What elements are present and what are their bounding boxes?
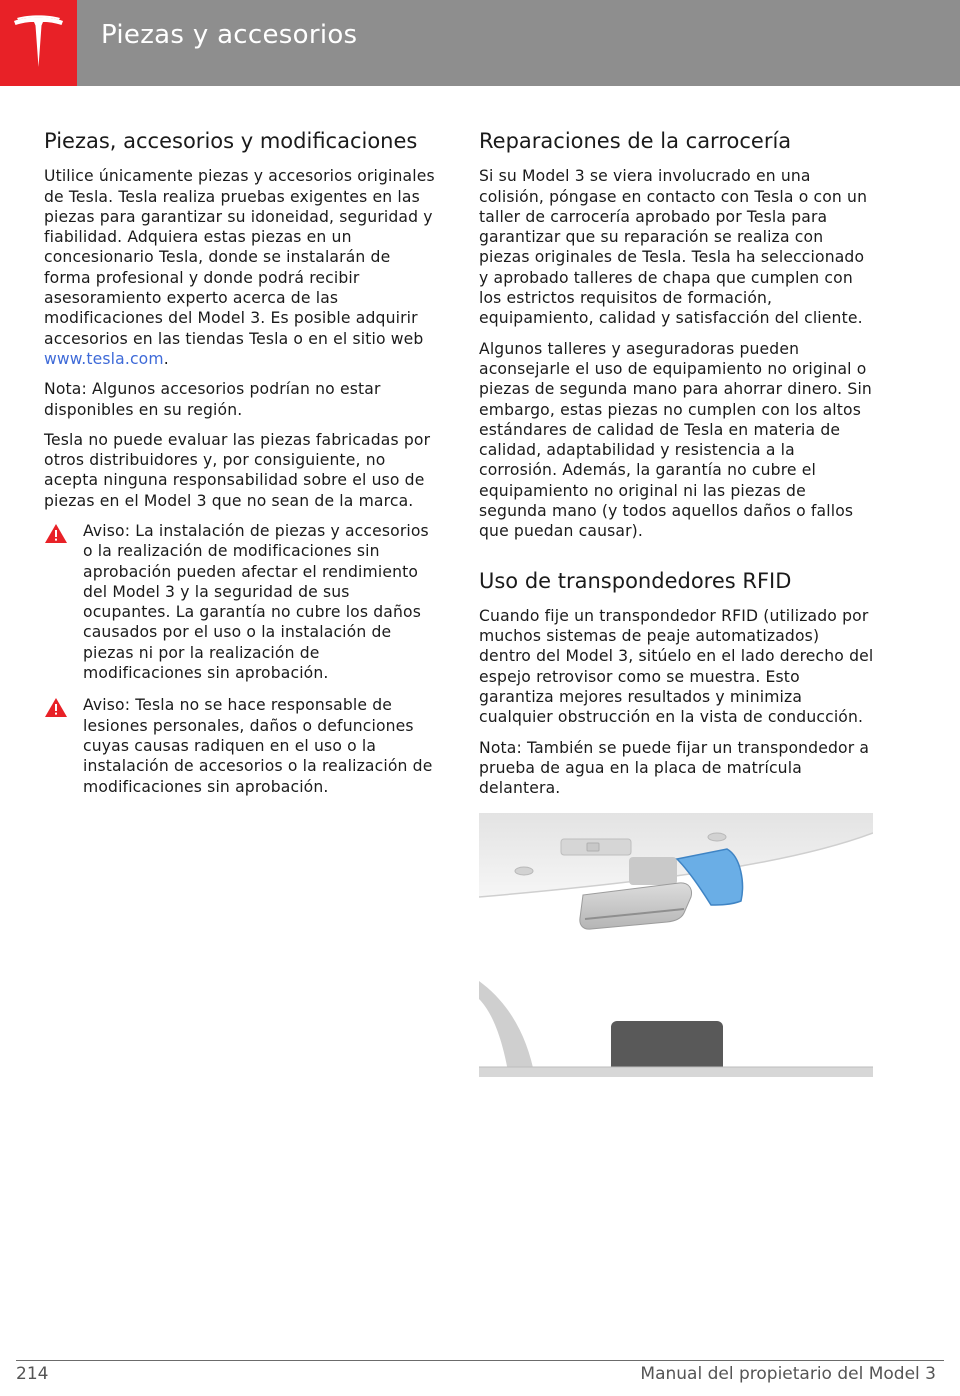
windshield-pillar	[479, 981, 535, 1077]
body-repair-paragraph-1: Si su Model 3 se viera involucrado en una colisión, póngase en contacto con Tesla o con un taller de carrocería aprobado por Tesla para garantizar que su reparación se realiza con piezas originales de Tesla. Tesla ha seleccionado y aprobado talleres de chapa que cumplen con los estrictos requisitos de formación, equipamiento, calidad y satisfacción del cliente.	[479, 167, 868, 328]
rfid-paragraph: Cuando fije un transpondedor RFID (utilizado por muchos sistemas de peaje automatizados) dentro del Model 3, sitúelo en el lado derecho del espejo retrovisor como se muestra. Esto garantiza mejores resultados y minimiza cualquier obstrucción en la vista de conducción.	[479, 606, 874, 727]
section-heading-body-repair: Reparaciones de la carrocería	[479, 129, 792, 153]
page-title: Piezas y accesorios	[101, 20, 358, 50]
third-party-paragraph: Tesla no puede evaluar las piezas fabricadas por otros distribuidores y, por consiguiente, no acepta ninguna responsabilidad sobre el uso de piezas en el Model 3 que no sean de la marca.	[44, 430, 431, 510]
availability-note: Nota: Algunos accesorios podrían no estar disponibles en su región.	[44, 380, 381, 419]
manual-title: Manual del propietario del Model 3	[640, 1364, 936, 1384]
dashboard-edge	[479, 1067, 873, 1077]
mirror-mount	[629, 857, 677, 885]
page-number: 214	[16, 1364, 49, 1384]
warning-triangle-icon	[44, 523, 68, 544]
body-repair-paragraph-2: Algunos talleres y aseguradoras pueden aconsejarle el uso de equipamiento no original o piezas de segunda mano para ahorrar dinero. Sin embargo, estas piezas no cumplen con los altos estándares de calidad de Tesla en materia de calidad, adaptabilidad y resistencia a la corrosión. Además, la garantía no cubre el equipamiento no original ni las piezas de segunda mano (y todos aquellos daños o fallos que puedan causar).	[479, 339, 872, 541]
mirror-illustration	[479, 813, 873, 1077]
section-heading-rfid: Uso de transpondedores RFID	[479, 568, 792, 593]
note-label: Nota:	[479, 738, 522, 757]
rfid-note: Nota: También se puede fijar un transpondedor a prueba de agua en la placa de matrícula delantera.	[479, 738, 870, 798]
parts-paragraph: Utilice únicamente piezas y accesorios originales de Tesla. Tesla realiza pruebas exigentes en las piezas para garantizar su idoneidad, seguridad y fiabilidad. Adquiera estas piezas en un concesionario Tesla, donde se instalarán de forma profesional y donde podrá recibir asesoramiento experto acerca de las modificaciones del Model 3. Es posible adquirir accesorios en las tiendas Tesla o en el sitio web www.tesla.com.	[44, 167, 435, 368]
section-heading-parts: Piezas, accesorios y modificaciones	[44, 129, 418, 153]
warning-block-2: Aviso: Tesla no se hace responsable de lesiones personales, daños o defunciones cuyas causas radiquen en el uso o la instalación de accesorios o la realización de modificaciones sin aprobación.	[44, 695, 439, 796]
left-column	[44, 128, 439, 809]
tesla-logo	[0, 0, 77, 86]
warning-triangle-icon	[44, 697, 68, 718]
note-label: Nota:	[44, 380, 87, 399]
warning-block-1: Aviso: La instalación de piezas y accesorios o la realización de modificaciones sin aprobación pueden afectar el rendimiento del Model 3 y la seguridad de sus ocupantes. La garantía no cubre los daños causados por el uso o la instalación de piezas ni por la realización de modificaciones sin aprobación.	[44, 521, 439, 683]
tesla-website-link[interactable]: www.tesla.com	[44, 349, 164, 368]
right-column	[479, 128, 874, 1077]
footer-divider	[16, 1360, 944, 1361]
tesla-logo-icon	[12, 15, 65, 71]
warning-label: Aviso:	[83, 696, 131, 715]
rfid-placement-illustration	[479, 813, 873, 1077]
warning-label: Aviso:	[83, 522, 131, 540]
page-header	[0, 0, 960, 86]
rearview-mirror	[580, 882, 692, 928]
